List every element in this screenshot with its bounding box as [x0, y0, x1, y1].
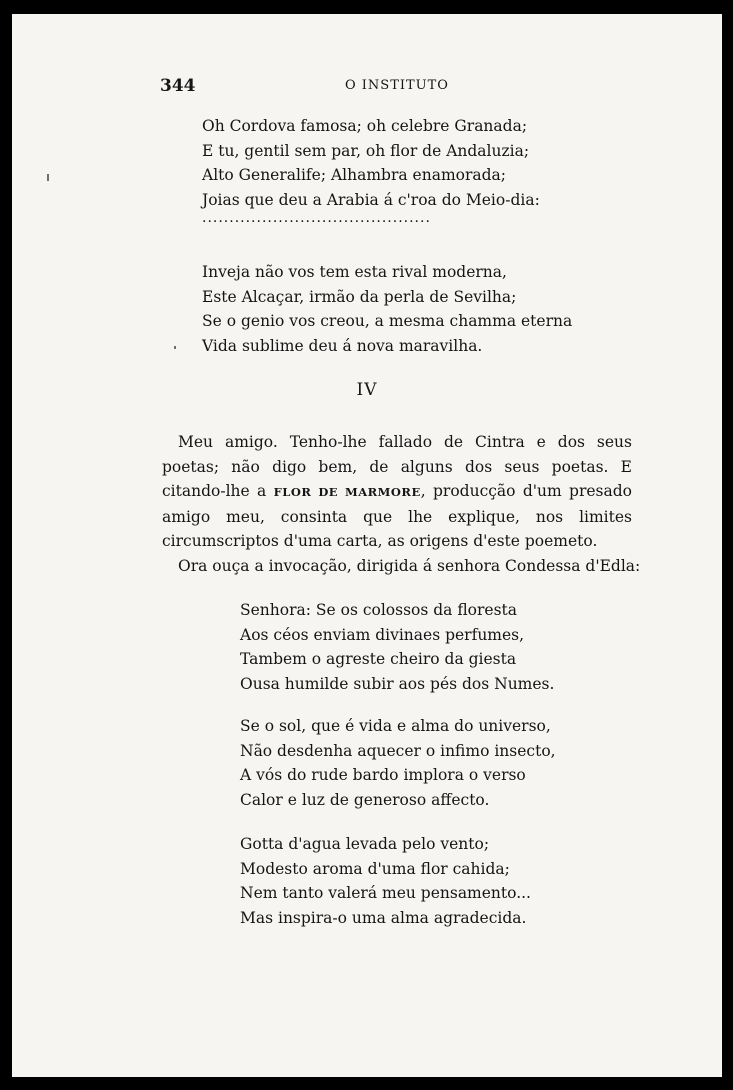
verse-line: Ousa humilde subir aos pés dos Numes.: [240, 674, 555, 693]
verse-line: Se o sol, que é vida e alma do universo,: [240, 717, 551, 735]
stanza-granada: [202, 114, 540, 212]
scan-speck: [47, 174, 49, 181]
verse-line: A vós do rude bardo implora o verso: [240, 766, 526, 784]
verse-line: Aos céos enviam divinaes perfumes,: [240, 625, 525, 644]
stanza-alcacar: [202, 260, 572, 358]
verse-line: Joias que deu a Arabia á c'roa do Meio-dia:: [202, 190, 540, 209]
ellipsis-line: ..........................................: [202, 210, 431, 226]
verse-line: Não desdenha aquecer o infimo insecto,: [240, 741, 556, 760]
verse-line: Oh Cordova famosa; oh celebre Granada;: [202, 117, 528, 135]
book-page: [12, 14, 722, 1077]
page-number: 344: [160, 76, 196, 96]
verse-line: Mas inspira-o uma alma agradecida.: [240, 908, 527, 927]
prose-paragraph: [162, 430, 632, 554]
verse-line: Modesto aroma d'uma flor cahida;: [240, 859, 510, 878]
stanza-sol: [240, 714, 556, 812]
verse-line: Gotta d'agua levada pelo vento;: [240, 835, 490, 853]
verse-line: Calor e luz de generoso affecto.: [240, 790, 490, 809]
book-title-smallcaps: FLOR DE MARMORE: [273, 485, 421, 499]
running-head: [160, 76, 630, 100]
stanza-senhora: [240, 598, 554, 696]
verse-line: Senhora: Se os colossos da floresta: [240, 601, 518, 619]
verse-line: Nem tanto valerá meu pensamento...: [240, 884, 531, 902]
verse-line: Se o genio vos creou, a mesma chamma eterna: [202, 312, 573, 330]
stanza-gotta: [240, 832, 531, 930]
section-numeral: IV: [356, 380, 378, 400]
verse-line: Alto Generalife; Alhambra enamorada;: [202, 166, 507, 184]
journal-title: O INSTITUTO: [345, 78, 449, 93]
verse-line: Inveja não vos tem esta rival moderna,: [202, 263, 507, 281]
verse-line: E tu, gentil sem par, oh flor de Andaluzia;: [202, 141, 530, 160]
prose-paragraph-invocation: Ora ouça a invocação, dirigida á senhora Condessa d'Edla:: [178, 557, 641, 575]
verse-line: Vida sublime deu á nova maravilha.: [202, 336, 483, 355]
verse-line: Tambem o agreste cheiro da giesta: [240, 650, 517, 668]
verse-line: Este Alcaçar, irmão da perla de Sevilha;: [202, 287, 517, 306]
scan-speck: [174, 346, 176, 349]
prose-text-start: Meu amigo. Tenho-lhe fallado de Cintra e dos seus poetas; não digo bem, de alguns dos seus poetas. E citando-lhe a: [162, 433, 632, 500]
prose-text-end: , producção d'um presado amigo meu, consinta que lhe explique, nos limites circumscriptos d'uma carta, as origens d'este poemeto.: [162, 482, 632, 550]
